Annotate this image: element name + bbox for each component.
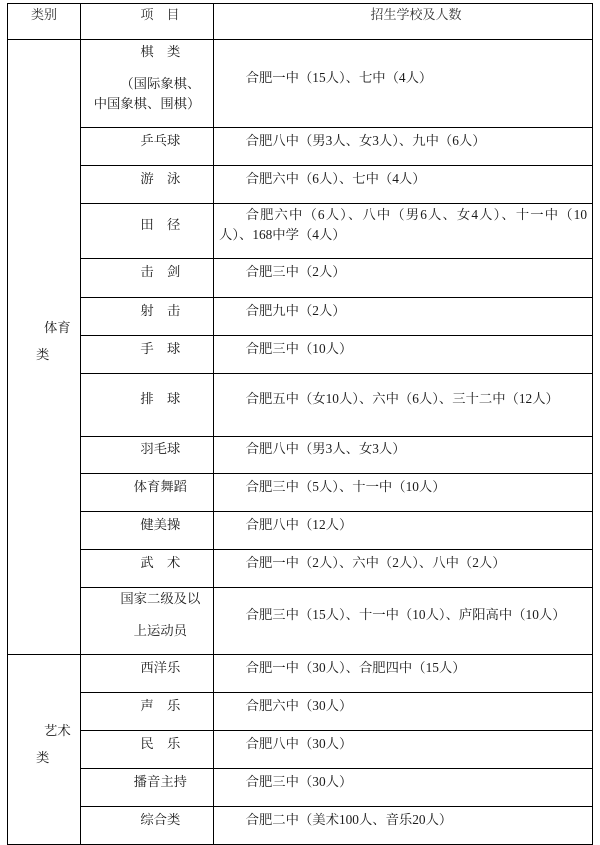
- schools-cell: 合肥三中（30人）: [214, 769, 593, 807]
- schools-cell: 合肥八中（男3人、女3人）: [214, 437, 593, 474]
- schools-cell: 合肥六中（6人）、八中（男6人、女4人）、十一中（10人）、168中学（4人）: [214, 204, 593, 259]
- schools-cell: 合肥八中（男3人、女3人）、九中（6人）: [214, 128, 593, 166]
- item-cell: 声 乐: [81, 693, 214, 731]
- schools-cell: 合肥九中（2人）: [214, 298, 593, 336]
- schools-cell: 合肥三中（10人）: [214, 336, 593, 374]
- item-cell: 综合类: [81, 807, 214, 845]
- schools-cell: 合肥一中（15人）、七中（4人）: [214, 40, 593, 128]
- header-item: 项 目: [81, 4, 214, 40]
- schools-cell: 合肥二中（美术100人、音乐20人）: [214, 807, 593, 845]
- enrollment-table: [7, 3, 593, 845]
- item-cell: 健美操: [81, 512, 214, 550]
- item-cell: 棋 类 （国际象棋、 中国象棋、围棋）: [81, 40, 214, 128]
- header-schools: 招生学校及人数: [214, 4, 593, 40]
- category-label-line: 类: [36, 749, 50, 765]
- header-category: 类别: [8, 4, 81, 40]
- item-cell: 西洋乐: [81, 655, 214, 693]
- category-label-line: 类: [36, 347, 50, 362]
- item-cell: 体育舞蹈: [81, 474, 214, 512]
- schools-cell: 合肥八中（30人）: [214, 731, 593, 769]
- item-cell: 射 击: [81, 298, 214, 336]
- category-label-line: 体育: [44, 320, 71, 335]
- schools-cell: 合肥五中（女10人）、六中（6人）、三十二中（12人）: [214, 374, 593, 437]
- schools-cell: 合肥一中（2人）、六中（2人）、八中（2人）: [214, 550, 593, 588]
- schools-cell: 合肥六中（6人）、七中（4人）: [214, 166, 593, 204]
- schools-cell: 合肥三中（5人）、十一中（10人）: [214, 474, 593, 512]
- category-cell-arts: [8, 655, 81, 845]
- item-cell: 民 乐: [81, 731, 214, 769]
- item-cell: 排 球: [81, 374, 214, 437]
- item-cell: 国家二级及以 上运动员: [81, 588, 214, 655]
- schools-cell: 合肥三中（2人）: [214, 259, 593, 298]
- item-cell: 击 剑: [81, 259, 214, 298]
- item-cell: 乒乓球: [81, 128, 214, 166]
- schools-cell: 合肥六中（30人）: [214, 693, 593, 731]
- category-cell-sports: [8, 40, 81, 655]
- item-cell: 游 泳: [81, 166, 214, 204]
- item-cell: 羽毛球: [81, 437, 214, 474]
- schools-cell: 合肥八中（12人）: [214, 512, 593, 550]
- item-cell: 手 球: [81, 336, 214, 374]
- schools-cell: 合肥一中（30人）、合肥四中（15人）: [214, 655, 593, 693]
- item-cell: 田 径: [81, 204, 214, 259]
- item-cell: 播音主持: [81, 769, 214, 807]
- category-label-line: 艺术: [44, 722, 71, 738]
- schools-cell: 合肥三中（15人）、十一中（10人）、庐阳高中（10人）: [214, 588, 593, 655]
- item-cell: 武 术: [81, 550, 214, 588]
